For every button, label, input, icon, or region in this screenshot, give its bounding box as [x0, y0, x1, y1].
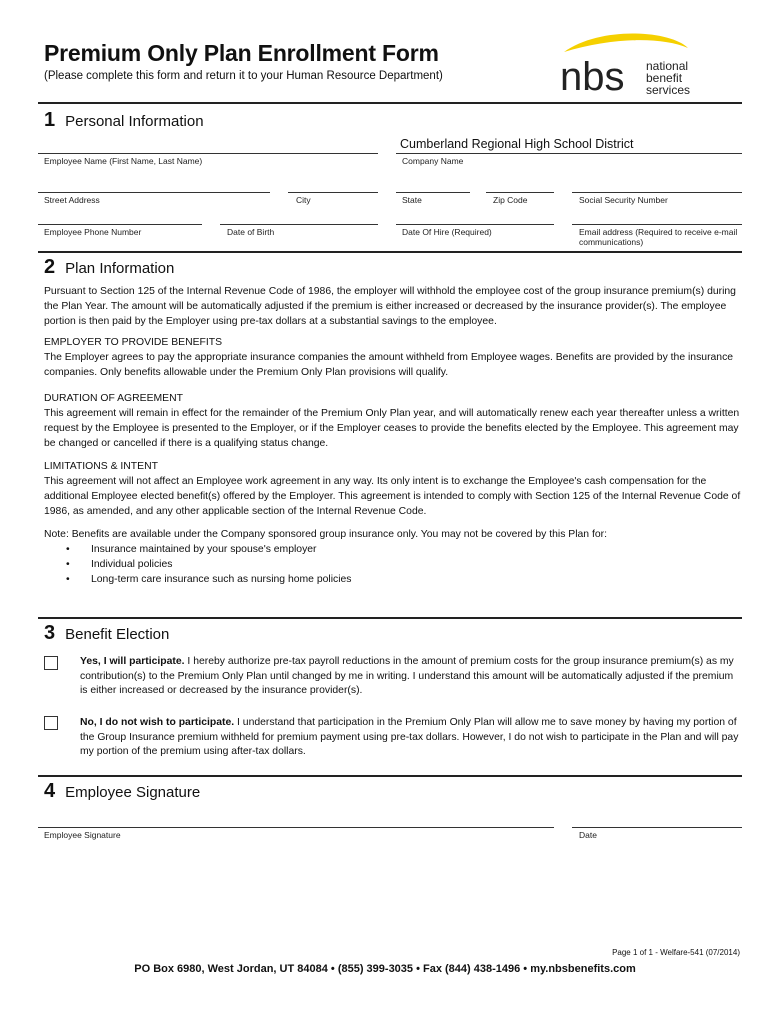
coverage-note: Note: Benefits are available under the Company sponsored group insurance only. You may not be covered by this Plan for: — [44, 529, 607, 540]
employer-text: The Employer agrees to pay the appropriate insurance companies the amount withheld from Employee wages. Benefits are provided by the insurance companies. Only benefits allowable under the Premium Only Plan provisions will qualify. — [44, 352, 734, 378]
participate-yes-description: I hereby authorize pre-tax payroll reductions in the amount of premium costs for the group insurance premium(s) as my contribution(s) to the Premium Only Plan until changed by me in writing. I understand this amount will be automatically adjusted if the premium is either increased or decreased by the insurance provider(s). — [80, 656, 734, 696]
city-label: City — [296, 195, 311, 205]
section3-rule — [38, 617, 742, 619]
phone-label: Employee Phone Number — [44, 227, 142, 237]
email-label-line2: communications) — [579, 237, 644, 247]
company-name-label: Company Name — [402, 156, 464, 166]
section2-number: 2 — [44, 256, 56, 278]
date-of-hire-label: Date Of Hire (Required) — [402, 227, 492, 237]
coverage-exclusions-list — [44, 542, 744, 587]
section4-title: Employee Signature — [65, 784, 201, 801]
participate-yes-label: Yes, I will participate. — [80, 656, 185, 667]
section2-rule — [38, 251, 742, 253]
section2-title: Plan Information — [65, 260, 175, 277]
email-label-line1: Email address (Required to receive e-mail — [579, 227, 738, 237]
section4-number: 4 — [44, 780, 56, 802]
participate-yes-text — [80, 655, 740, 699]
street-address-field[interactable] — [38, 192, 270, 193]
signature-date-label: Date — [579, 830, 597, 840]
logo-line2: benefit — [646, 71, 683, 85]
phone-field[interactable] — [38, 224, 202, 225]
employee-name-label: Employee Name (First Name, Last Name) — [44, 156, 203, 166]
participate-no-description: I understand that participation in the Premium Only Plan will allow me to save money by having my portion of the Group Insurance premium withheld for premium payment using pre-tax dollars. However, I do not wish to participate in the Plan and will pay my portion of the premium using after-tax dollars. — [80, 717, 739, 757]
limitations-text: This agreement will not affect an Employee work agreement in any way. Its only intent is to exchange the Employee's cash compensation for the additional Employee elected benefit(s) offered by the Employer. This agreement is intended to comply with Section 125 of the Internal Revenue Code of 1986, as amended, and any other applicable section of the Internal Revenue Code. — [44, 476, 741, 517]
footer-address: PO Box 6980, West Jordan, UT 84084 • (855) 399-3035 • Fax (844) 438-1496 • my.nbsbenefits.com — [134, 963, 636, 975]
dob-field[interactable] — [220, 224, 378, 225]
street-address-label: Street Address — [44, 195, 100, 205]
state-field[interactable] — [396, 192, 470, 193]
participate-no-label: No, I do not wish to participate. — [80, 717, 235, 728]
section3-heading — [44, 622, 169, 645]
state-label: State — [402, 195, 422, 205]
section2-heading — [44, 256, 174, 279]
section3-title: Benefit Election — [65, 626, 170, 643]
section1-rule — [38, 102, 742, 104]
section1-number: 1 — [44, 109, 56, 131]
employee-signature-field[interactable] — [38, 827, 554, 828]
ssn-field[interactable] — [572, 192, 742, 193]
logo-mark: nbs — [560, 55, 625, 98]
plan-info-text — [44, 284, 744, 587]
logo-line3: services — [646, 83, 691, 97]
logo-line1: national — [646, 59, 689, 73]
company-name-value[interactable]: Cumberland Regional High School District — [400, 137, 634, 151]
page-info: Page 1 of 1 - Welfare-541 (07/2014) — [612, 948, 740, 957]
city-field[interactable] — [288, 192, 378, 193]
section4-heading — [44, 780, 200, 803]
employer-heading: EMPLOYER TO PROVIDE BENEFITS — [44, 337, 223, 348]
participate-no-text — [80, 716, 740, 760]
section3-number: 3 — [44, 622, 56, 644]
zip-code-field[interactable] — [486, 192, 554, 193]
ssn-label: Social Security Number — [579, 195, 668, 205]
logo-swoosh-icon — [564, 34, 688, 53]
email-field[interactable] — [572, 224, 742, 225]
section1-heading — [44, 109, 204, 132]
dob-label: Date of Birth — [227, 227, 275, 237]
list-item: • Long-term care insurance such as nursing home policies — [44, 572, 744, 587]
participate-yes-checkbox[interactable] — [44, 656, 58, 670]
zip-code-label: Zip Code — [493, 195, 528, 205]
section4-rule — [38, 775, 742, 777]
employee-name-field[interactable] — [38, 153, 378, 154]
plan-intro: Pursuant to Section 125 of the Internal Revenue Code of 1986, the employer will withhold the employee cost of the group insurance premium(s) during the Plan Year. The amount will be automatically adjusted if the premium is either increased or decreased by the insurance provider(s). The employee portion is then paid by the Employer using pre-tax dollars at a substantial savings to the employee. — [44, 286, 736, 327]
duration-heading: DURATION OF AGREEMENT — [44, 393, 183, 404]
company-name-field[interactable] — [396, 153, 742, 154]
employee-signature-label: Employee Signature — [44, 830, 121, 840]
list-item: • Individual policies — [44, 557, 744, 572]
duration-text: This agreement will remain in effect for the remainder of the Premium Only Plan year, and will automatically renew each year thereafter unless a written request by the Employee is presented to the Employer, or if the Employer ceases to provide the benefits elected by the Employee. This agreement may be changed or cancelled if there is a qualifying status change. — [44, 408, 740, 449]
form-title: Premium Only Plan Enrollment Form — [44, 40, 439, 66]
form-subtitle: (Please complete this form and return it to your Human Resource Department) — [44, 70, 443, 82]
nbs-logo — [560, 32, 740, 98]
signature-date-field[interactable] — [572, 827, 742, 828]
participate-no-checkbox[interactable] — [44, 716, 58, 730]
limitations-heading: LIMITATIONS & INTENT — [44, 461, 158, 472]
section1-title: Personal Information — [65, 113, 204, 130]
list-item: • Insurance maintained by your spouse's employer — [44, 542, 744, 557]
date-of-hire-field[interactable] — [396, 224, 554, 225]
